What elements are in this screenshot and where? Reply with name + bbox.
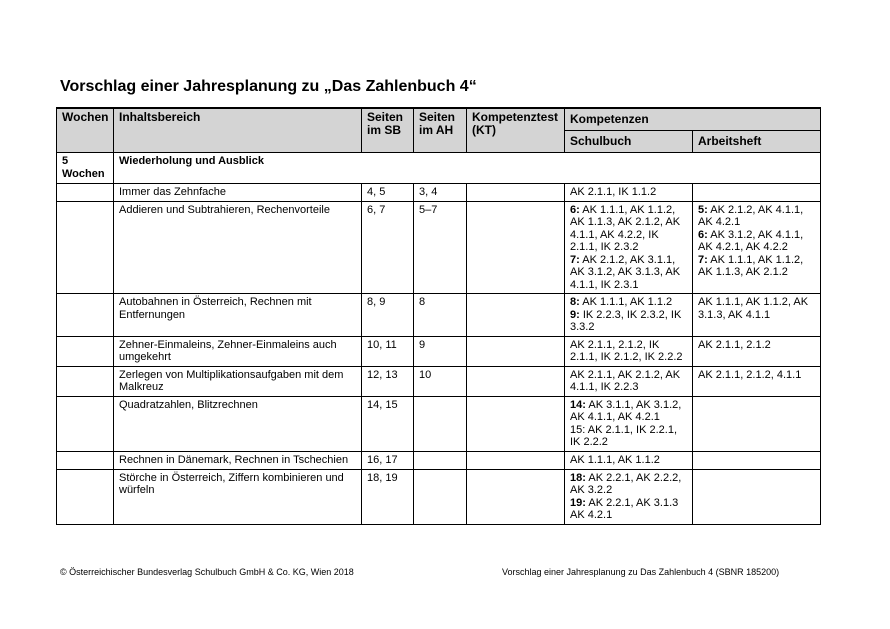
- table-row: [57, 396, 821, 451]
- table-row: [57, 469, 821, 524]
- cell-seiten-sb: 16, 17: [362, 451, 414, 469]
- schulbuch-competencies: AK 1.1.1, AK 1.1.2: [579, 296, 673, 308]
- schulbuch-page-label: 9:: [570, 308, 580, 321]
- cell-schulbuch: [565, 294, 693, 337]
- arbeitsheft-competencies: AK 2.1.1, 2.1.2, 4.1.1: [698, 368, 802, 381]
- section-weeks-number: 5: [62, 155, 69, 167]
- header-seiten-sb: Seiten im SB: [362, 108, 414, 153]
- schulbuch-competencies: AK 2.1.1, IK 1.1.2: [570, 186, 657, 198]
- schulbuch-page-label: 8:: [570, 296, 580, 308]
- cell-inhaltsbereich: Zehner-Einmaleins, Zehner-Einmaleins auch umgekehrt: [114, 336, 362, 366]
- cell-wochen: [57, 451, 114, 469]
- cell-kompetenztest: [467, 396, 565, 451]
- arbeitsheft-competencies: AK 2.1.1, 2.1.2: [698, 338, 771, 351]
- schulbuch-competencies: AK 2.1.1, AK 2.1.2, AK 4.1.1, IK 2.2.3: [570, 368, 681, 393]
- arbeitsheft-competencies: AK 2.1.2, AK 4.1.1, AK 4.2.1: [698, 203, 804, 228]
- cell-seiten-ah: [414, 396, 467, 451]
- cell-wochen: [57, 469, 114, 524]
- schulbuch-competencies: AK 3.1.1, AK 3.1.2, AK 4.1.1, AK 4.2.1: [570, 398, 682, 423]
- cell-kompetenztest: [467, 469, 565, 524]
- cell-wochen: [57, 396, 114, 451]
- schulbuch-page-label: 19:: [570, 496, 586, 509]
- schulbuch-entry: [570, 399, 687, 424]
- section-row: [57, 153, 821, 184]
- header-kompetenztest: Kompetenztest (KT): [467, 108, 565, 153]
- header-inhaltsbereich: Inhaltsbereich: [114, 108, 362, 153]
- cell-kompetenztest: [467, 184, 565, 202]
- header-wochen: Wochen: [57, 108, 114, 153]
- cell-arbeitsheft: [693, 336, 821, 366]
- schulbuch-competencies: AK 1.1.1, AK 1.1.2, AK 1.1.3, AK 2.1.2, AK 4.1.1, AK 4.2.2, IK 2.1.1, IK 2.3.2: [570, 203, 681, 253]
- cell-inhaltsbereich: Autobahnen in Österreich, Rechnen mit Entfernungen: [114, 294, 362, 337]
- arbeitsheft-page-label: 5:: [698, 203, 708, 216]
- schulbuch-page-label: 14:: [570, 398, 586, 411]
- page-title: Vorschlag einer Jahresplanung zu „Das Zahlenbuch 4“: [60, 78, 477, 95]
- cell-inhaltsbereich: Rechnen in Dänemark, Rechnen in Tschechien: [114, 451, 362, 469]
- planning-table: [56, 107, 821, 525]
- cell-arbeitsheft: [693, 366, 821, 396]
- cell-wochen: [57, 366, 114, 396]
- cell-kompetenztest: [467, 366, 565, 396]
- cell-inhaltsbereich: Zerlegen von Multiplikationsaufgaben mit dem Malkreuz: [114, 366, 362, 396]
- cell-schulbuch: [565, 366, 693, 396]
- header-arbeitsheft: Arbeitsheft: [693, 131, 821, 153]
- cell-seiten-ah: 9: [414, 336, 467, 366]
- cell-wochen: [57, 184, 114, 202]
- arbeitsheft-page-label: 7:: [698, 253, 708, 266]
- cell-schulbuch: [565, 469, 693, 524]
- cell-schulbuch: [565, 201, 693, 294]
- schulbuch-entry: [570, 204, 687, 254]
- schulbuch-page-label: 7:: [570, 253, 580, 266]
- cell-seiten-sb: 18, 19: [362, 469, 414, 524]
- cell-arbeitsheft: [693, 396, 821, 451]
- footer-document-title: Vorschlag einer Jahresplanung zu Das Zahlenbuch 4 (SBNR 185200): [502, 567, 780, 577]
- schulbuch-entry: [570, 497, 687, 522]
- cell-inhaltsbereich: Störche in Österreich, Ziffern kombinieren und würfeln: [114, 469, 362, 524]
- schulbuch-competencies: AK 2.2.1, AK 3.1.3 AK 4.2.1: [570, 496, 679, 521]
- cell-seiten-ah: [414, 469, 467, 524]
- cell-seiten-ah: 8: [414, 294, 467, 337]
- cell-seiten-sb: 4, 5: [362, 184, 414, 202]
- schulbuch-entry: [570, 186, 687, 199]
- header-seiten-ah: Seiten im AH: [414, 108, 467, 153]
- cell-arbeitsheft: [693, 294, 821, 337]
- cell-kompetenztest: [467, 451, 565, 469]
- section-weeks-label: Wochen: [62, 167, 105, 180]
- arbeitsheft-entry: [698, 204, 815, 229]
- arbeitsheft-entry: [698, 229, 815, 254]
- cell-seiten-sb: 8, 9: [362, 294, 414, 337]
- arbeitsheft-entry: [698, 296, 815, 321]
- section-weeks: [57, 153, 114, 184]
- cell-arbeitsheft: [693, 184, 821, 202]
- planning-table-body: [57, 153, 821, 525]
- cell-wochen: [57, 336, 114, 366]
- arbeitsheft-competencies: AK 1.1.1, AK 1.1.2, AK 3.1.3, AK 4.1.1: [698, 296, 809, 321]
- cell-seiten-ah: 3, 4: [414, 184, 467, 202]
- table-row: [57, 336, 821, 366]
- cell-seiten-sb: 12, 13: [362, 366, 414, 396]
- schulbuch-entry: [570, 254, 687, 292]
- schulbuch-competencies: IK 2.2.3, IK 2.3.2, IK 3.3.2: [570, 308, 682, 333]
- header-kompetenzen: Kompetenzen: [565, 108, 821, 131]
- table-row: [57, 294, 821, 337]
- cell-inhaltsbereich: Immer das Zehnfache: [114, 184, 362, 202]
- cell-arbeitsheft: [693, 469, 821, 524]
- schulbuch-entry: [570, 424, 687, 449]
- arbeitsheft-entry: [698, 369, 815, 382]
- table-row: [57, 366, 821, 396]
- arbeitsheft-competencies: AK 1.1.1, AK 1.1.2, AK 1.1.3, AK 2.1.2: [698, 253, 804, 278]
- cell-kompetenztest: [467, 201, 565, 294]
- schulbuch-entry: [570, 339, 687, 364]
- table-row: [57, 201, 821, 294]
- cell-seiten-ah: 10: [414, 366, 467, 396]
- arbeitsheft-entry: [698, 254, 815, 279]
- schulbuch-page-label: 6:: [570, 203, 580, 216]
- cell-wochen: [57, 294, 114, 337]
- cell-seiten-sb: 14, 15: [362, 396, 414, 451]
- schulbuch-entry: [570, 309, 687, 334]
- schulbuch-competencies: AK 2.2.1, AK 2.2.2, AK 3.2.2: [570, 471, 682, 496]
- section-title: Wiederholung und Ausblick: [114, 153, 821, 184]
- arbeitsheft-entry: [698, 339, 815, 352]
- cell-kompetenztest: [467, 294, 565, 337]
- schulbuch-competencies: AK 1.1.1, AK 1.1.2: [570, 453, 660, 466]
- cell-arbeitsheft: [693, 451, 821, 469]
- schulbuch-entry: [570, 454, 687, 467]
- schulbuch-page-label: 18:: [570, 471, 586, 484]
- schulbuch-entry: [570, 369, 687, 394]
- cell-wochen: [57, 201, 114, 294]
- schulbuch-competencies: AK 2.1.2, AK 3.1.1, AK 3.1.2, AK 3.1.3, AK 4.1.1, IK 2.3.1: [570, 253, 681, 291]
- schulbuch-competencies: AK 2.1.1, 2.1.2, IK 2.1.1, IK 2.1.2, IK 2.2.2: [570, 338, 683, 363]
- cell-seiten-sb: 6, 7: [362, 201, 414, 294]
- schulbuch-entry: [570, 472, 687, 497]
- cell-schulbuch: [565, 451, 693, 469]
- cell-kompetenztest: [467, 336, 565, 366]
- cell-schulbuch: [565, 396, 693, 451]
- arbeitsheft-competencies: AK 3.1.2, AK 4.1.1, AK 4.2.1, AK 4.2.2: [698, 228, 804, 253]
- schulbuch-entry: [570, 296, 687, 309]
- header-schulbuch: Schulbuch: [565, 131, 693, 153]
- table-row: [57, 451, 821, 469]
- cell-seiten-ah: 5–7: [414, 201, 467, 294]
- cell-arbeitsheft: [693, 201, 821, 294]
- arbeitsheft-page-label: 6:: [698, 228, 708, 241]
- table-row: [57, 184, 821, 202]
- cell-seiten-sb: 10, 11: [362, 336, 414, 366]
- cell-schulbuch: [565, 336, 693, 366]
- footer-copyright: © Österreichischer Bundesverlag Schulbuch GmbH & Co. KG, Wien 2018: [60, 567, 354, 577]
- cell-inhaltsbereich: Quadratzahlen, Blitzrechnen: [114, 396, 362, 451]
- schulbuch-competencies: 15: AK 2.1.1, IK 2.2.1, IK 2.2.2: [570, 423, 678, 448]
- cell-schulbuch: [565, 184, 693, 202]
- cell-inhaltsbereich: Addieren und Subtrahieren, Rechenvorteile: [114, 201, 362, 294]
- cell-seiten-ah: [414, 451, 467, 469]
